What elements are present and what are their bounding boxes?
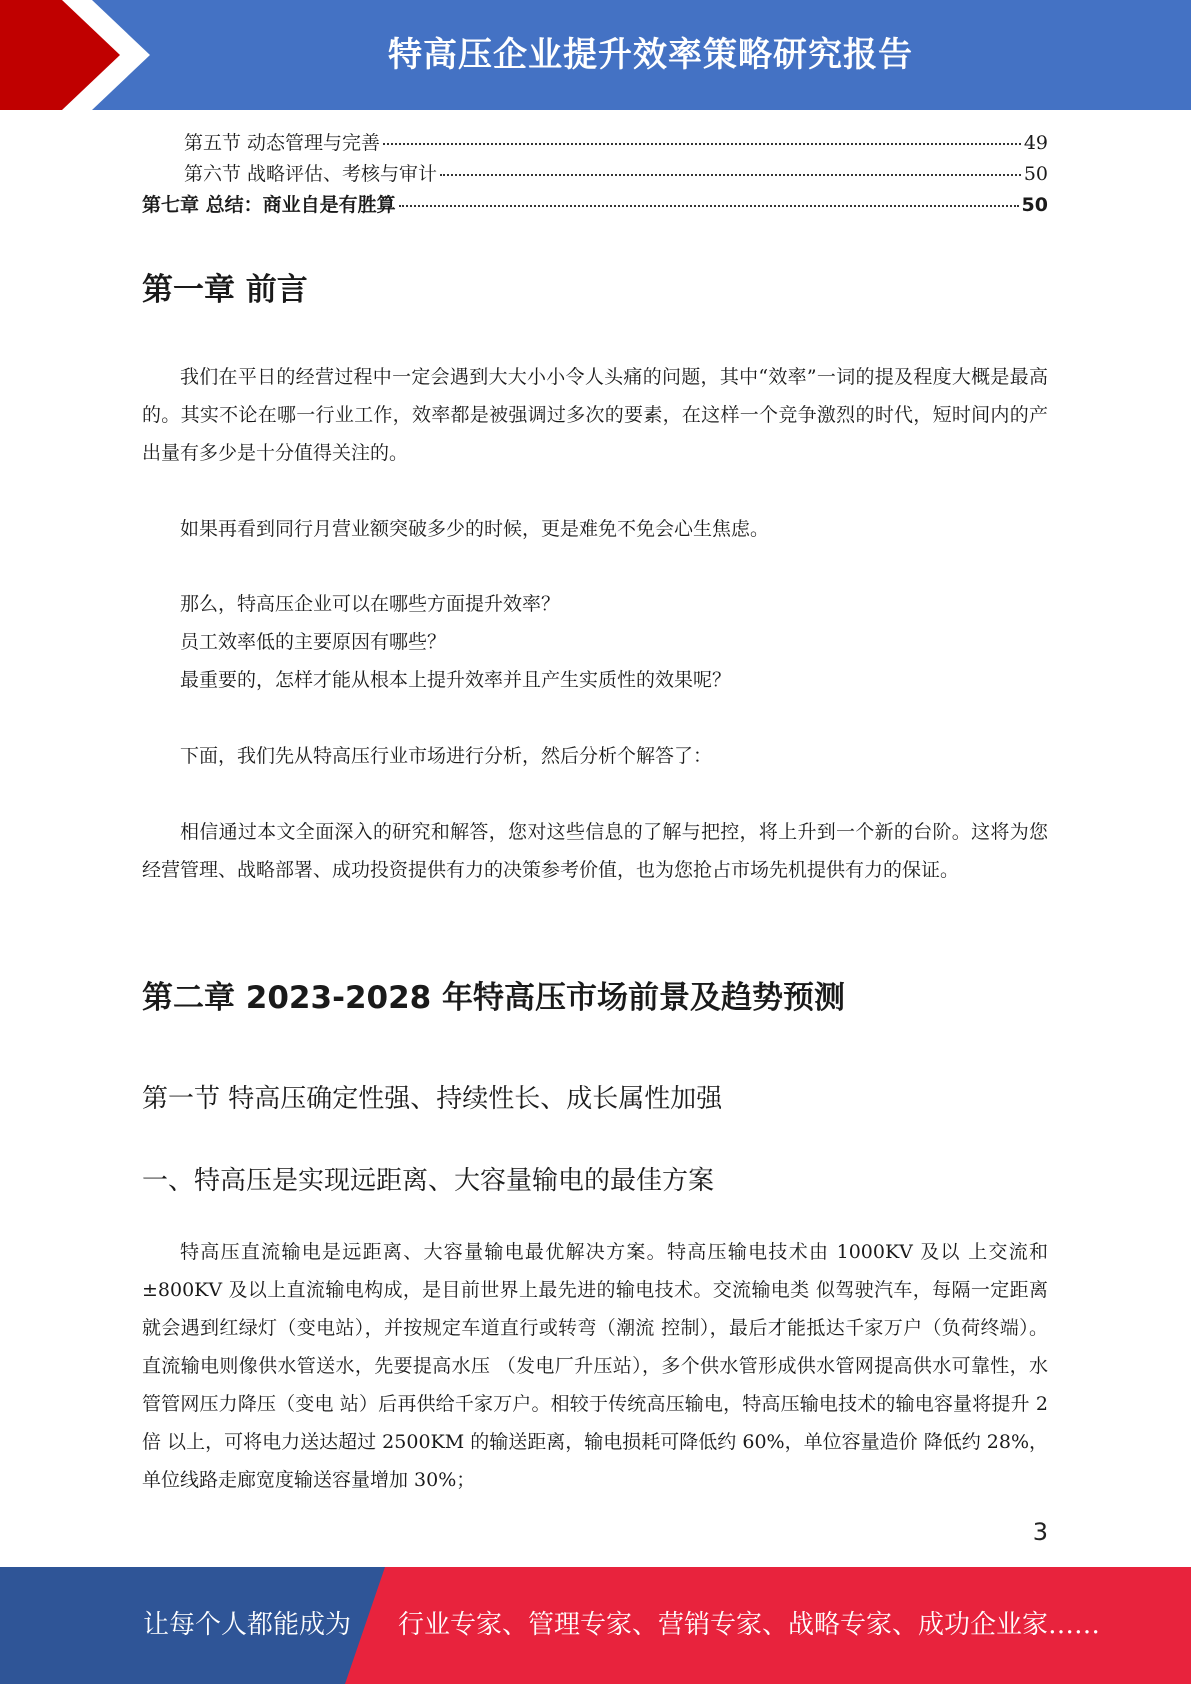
chapter-1-body [142,358,1048,472]
toc-entry-page: 49 [1023,132,1048,154]
table-of-contents [142,128,1048,221]
question-list [142,585,1048,699]
page-footer [0,1567,1191,1684]
footer-slogan-left: 让每个人都能成为 [143,1610,352,1640]
toc-leader-dots [440,174,1021,176]
toc-entry[interactable] [142,159,1048,190]
chapter-1-heading-block [142,264,1048,309]
toc-leader-dots [383,143,1021,145]
chapter-1-body-2 [142,510,1048,548]
paragraph: 下面，我们先从特高压行业市场进行分析，然后分析个解答了： [180,745,713,767]
question-item: 那么，特高压企业可以在哪些方面提升效率？ [180,593,561,615]
page-header [0,0,1191,110]
toc-entry-label: 第五节 动态管理与完善 [184,132,381,154]
toc-leader-dots [399,205,1019,207]
paragraph: 相信通过本文全面深入的研究和解答，您对这些信息的了解与把控，将上升到一个新的台阶。这将为您经营管理、战略部署、成功投资提供有力的决策参考价值，也为您抢占市场先机提供有力的保证。 [142,821,1048,881]
toc-entry-page: 50 [1023,163,1048,185]
paragraph: 如果再看到同行月营业额突破多少的时候，更是难免不免会心生焦虑。 [180,518,770,540]
page-number: 3 [1032,1518,1048,1546]
toc-entry-label: 第六节 战略评估、考核与审计 [184,163,438,185]
chapter-1-body-4 [142,813,1048,889]
footer-slogan-right: 行业专家、管理专家、营销专家、战略专家、成功企业家…… [398,1610,1101,1640]
question-item: 员工效率低的主要原因有哪些？ [180,631,447,653]
chapter-2-heading-block [142,972,1048,1017]
chapter-2-body [142,1233,1048,1499]
subsection-heading: 一、特高压是实现远距离、大容量输电的最佳方案 [142,1166,715,1196]
section-heading: 第一节 特高压确定性强、持续性长、成长属性加强 [142,1084,723,1114]
subsection-heading-block [142,1160,1048,1197]
question-item: 最重要的，怎样才能从根本上提升效率并且产生实质性的效果呢？ [180,669,732,691]
toc-entry-page: 50 [1021,194,1048,216]
section-heading-block [142,1078,1048,1115]
chapter-heading: 第一章 前言 [142,272,308,308]
toc-entry[interactable] [142,128,1048,159]
paragraph: 我们在平日的经营过程中一定会遇到大大小小令人头痛的问题，其中“效率”一词的提及程度大概是最高的。其实不论在哪一行业工作，效率都是被强调过多次的要素，在这样一个竞争激烈的时代，短时间内的产出量有多少是十分值得关注的。 [142,366,1048,464]
chapter-1-body-3 [142,737,1048,775]
paragraph: 特高压直流输电是远距离、大容量输电最优解决方案。特高压输电技术由 1000KV 及以 上交流和±800KV 及以上直流输电构成，是目前世界上最先进的输电技术。交流输电类 似驾驶汽车，每隔一定距离就会遇到红绿灯（变电站），并按规定车道直行或转弯（潮流 控制），最后才能抵达千家万户（负荷终端）。直流输电则像供水管送水，先要提高水压 （发电厂升压站），多个供水管形成供水管网提高供水可靠性，水管管网压力降压（变电 站）后再供给千家万户。相较于传统高压输电，特高压输电技术的输电容量将提升 2 倍 以上，可将电力送达超过 2500KM 的输送距离，输电损耗可降低约 60%，单位容量造价 降低约 28%，单位线路走廊宽度输送容量增加 30%； [142,1241,1048,1491]
report-title: 特高压企业提升效率策略研究报告 [388,35,913,75]
toc-entry-label: 第七章 总结：商业自是有胜算 [142,194,396,216]
chapter-heading: 第二章 2023-2028 年特高压市场前景及趋势预测 [142,980,846,1016]
header-chevron-icon [0,0,150,110]
toc-entry[interactable] [142,190,1048,221]
